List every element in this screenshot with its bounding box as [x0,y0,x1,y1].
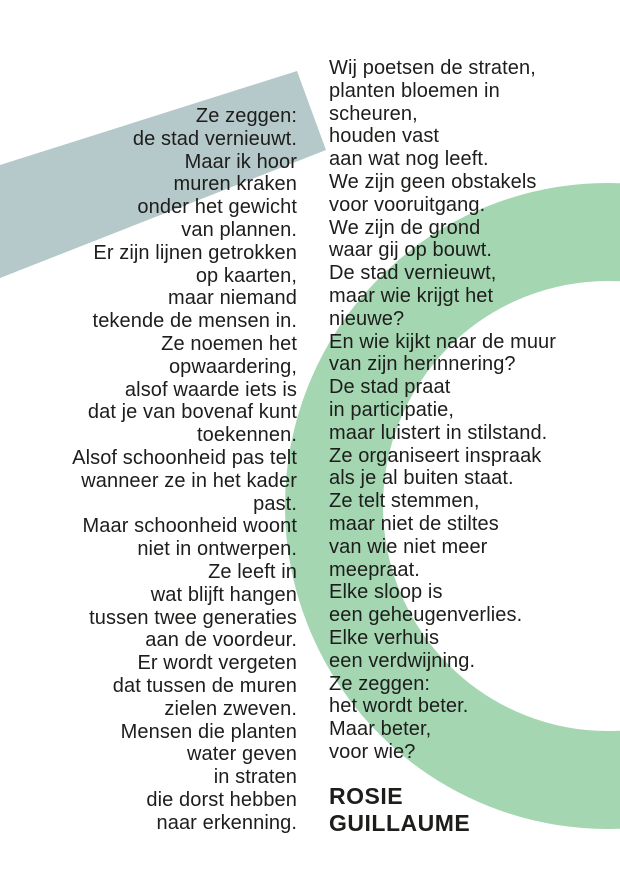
poem-line: ROSIE [329,782,404,809]
poem-left-column [0,105,297,835]
poem-line: planten bloemen in [329,79,500,102]
poem-line: Maar ik hoor [184,150,297,173]
poem-line: dat je van bovenaf kunt [87,401,297,424]
poem-line: maar luistert in stilstand. [329,421,548,444]
poem-line: Maar beter, [329,718,432,741]
poem-line: in participatie, [329,398,454,421]
poem-line: Mensen die planten [120,720,297,743]
poem-line: houden vast [329,125,440,148]
poem-line: past. [253,492,297,515]
poem-line: Ze zeggen: [329,672,431,695]
poem-line: het wordt beter. [329,695,469,718]
poem-line: Alsof schoonheid pas telt [72,446,297,469]
author-name [329,783,620,837]
poem-line: opwaardering, [168,355,297,378]
poem-line: naar erkenning. [156,811,297,834]
poem-line: muren kraken [173,173,297,196]
poem-line: tekende de mensen in. [92,310,297,333]
poem-line: alsof waarde iets is [124,378,297,401]
poem-line: Ze zeggen: [195,105,297,127]
poem-line: onder het gewicht [137,196,297,219]
poem-line: van zijn herinnering? [329,353,516,376]
poem-line: wanneer ze in het kader [81,469,297,492]
poem-line: scheuren, [329,102,418,125]
poem-right-column [329,57,620,837]
poem-line: voor vooruitgang. [329,193,486,216]
poem-line: Elke verhuis [329,626,440,649]
poem-line: water geven [186,743,297,766]
poem-line: die dorst hebben [146,788,297,811]
poem-line: De stad vernieuwt, [329,262,497,285]
poem-line: Er wordt vergeten [137,652,297,675]
poem-right-text [329,57,620,764]
poem-line: aan de voordeur. [145,629,297,652]
poem-line: De stad praat [329,376,451,399]
poem-line: nieuwe? [329,307,405,330]
poem-line: Ze telt stemmen, [329,490,480,513]
poem-line: We zijn geen obstakels [329,170,537,193]
poem-line: toekennen. [197,424,297,447]
poem-line: Elke sloop is [329,581,443,604]
poem-line: van plannen. [181,218,297,241]
poem-line: GUILLAUME [329,809,471,836]
poem-line: dat tussen de muren [112,674,297,697]
poem-line: als je al buiten staat. [329,467,514,490]
poem-line: Wij poetsen de straten, [329,57,536,79]
poem-line: Ze noemen het [161,332,297,355]
poem-line: van wie niet meer [329,535,488,558]
poem-line: een verdwijning. [329,649,476,672]
poem-line: een geheugenverlies. [329,604,523,627]
poem-line: Er zijn lijnen getrokken [93,241,297,264]
poem-line: En wie kijkt naar de muur [329,330,557,353]
poem-line: maar niemand [167,287,297,310]
poem-line: Ze leeft in [208,560,297,583]
poem-line: waar gij op bouwt. [329,239,493,262]
poem-line: meepraat. [329,558,420,581]
poem-line: maar niet de stiltes [329,512,499,535]
poem-line: in straten [213,766,297,789]
poem-line: op kaarten, [195,264,297,287]
poem-line: voor wie? [329,740,416,763]
poem-line: Ze organiseert inspraak [329,444,542,467]
poem-line: de stad vernieuwt. [132,127,297,150]
poem-line: We zijn de grond [329,216,481,239]
poem-line: zielen zweven. [164,697,297,720]
poem-line: wat blijft hangen [150,583,297,606]
poem-line: tussen twee generaties [89,606,297,629]
poem-line: Maar schoonheid woont [82,515,297,538]
poem-line: aan wat nog leeft. [329,148,489,171]
poem-line: maar wie krijgt het [329,284,494,307]
poem-line: niet in ontwerpen. [137,538,297,561]
